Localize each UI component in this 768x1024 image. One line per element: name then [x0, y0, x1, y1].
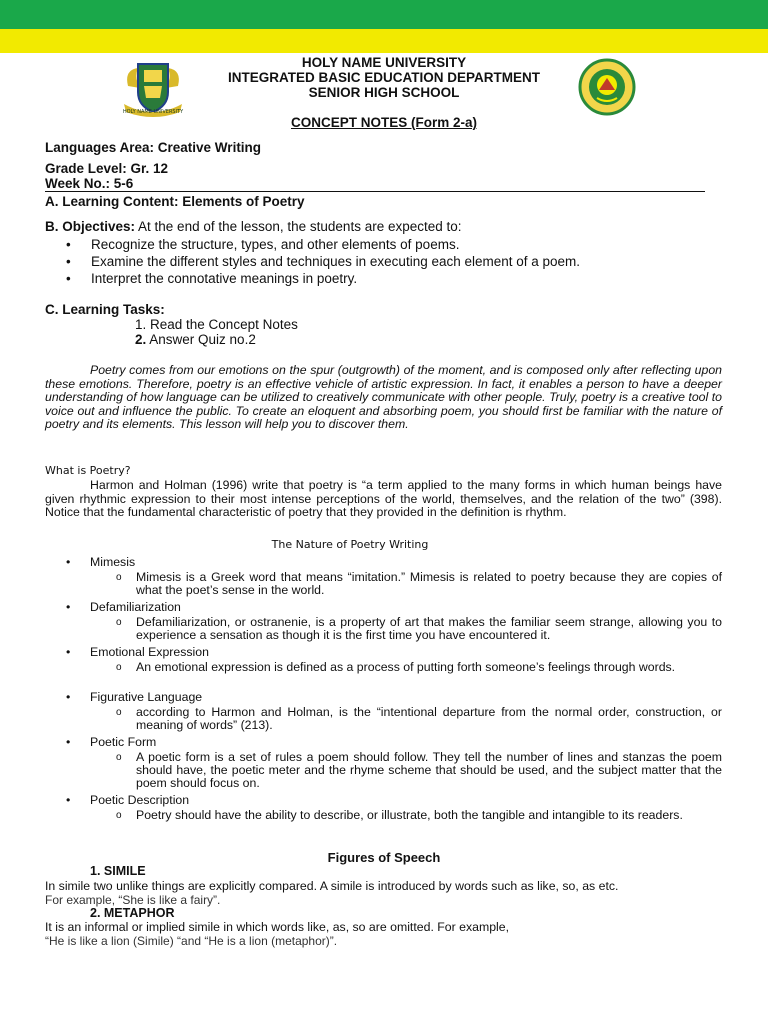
task-item: 1. Read the Concept Notes — [135, 317, 298, 332]
tasks-label: C. Learning Tasks: — [45, 302, 165, 317]
header-department: INTEGRATED BASIC EDUCATION DEPARTMENT — [228, 70, 540, 85]
nature-desc: A poetic form is a set of rules a poem should follow. They tell the number of lines and stanzas the poem should have, the poetic meter and the rhyme scheme that should be used, and the subject matter that the poem should focus on. — [136, 750, 722, 790]
nature-desc: Poetry should have the ability to describe, or illustrate, both the tangible and intangible to its readers. — [136, 808, 683, 822]
metaphor-example: “He is like a lion (Simile) “and “He is a lion (metaphor)”. — [45, 934, 338, 948]
objectives-line — [45, 219, 462, 234]
nature-desc: Mimesis is a Greek word that means “imitation.” Mimesis is related to poetry because they are copies of what the poet’s sense in the world. — [136, 570, 722, 597]
nature-desc: according to Harmon and Holman, is the “intentional departure from the normal order, construction, or meaning of words” (213). — [136, 705, 722, 732]
languages-area: Languages Area: Creative Writing — [45, 140, 262, 155]
simile-text: In simile two unlike things are explicitly compared. A simile is introduced by words such as like, so, as etc. — [45, 879, 619, 893]
objective-item: • Interpret the connotative meanings in poetry. — [66, 270, 580, 287]
nature-term: Mimesis — [90, 555, 136, 569]
objective-item: • Examine the different styles and techniques in executing each element of a poem. — [66, 253, 580, 270]
intro-paragraph: Poetry comes from our emotions on the spur (outgrowth) of the moment, and is composed only after reflecting upon these emotions. Therefore, poetry is an effective vehicle of artistic expression. In fact, it enables a person to have a deeper understanding of how language can be utilized to creatively communicate with other people. Truly, poetry is a creative tool to voice out and influence the public. To create an eloquent and absorbing poem, you should first be familiar with the nature of poetry and its elements. This lesson will help you to discover them. — [45, 363, 722, 431]
nature-desc: An emotional expression is defined as a process of putting forth someone’s feelings through words. — [136, 660, 676, 674]
task-item-2 — [135, 332, 256, 347]
objective-item: • Recognize the structure, types, and other elements of poems. — [66, 236, 580, 253]
metaphor-text: It is an informal or implied simile in which words like, as, so are omitted. For example, — [45, 920, 510, 934]
objectives-list — [66, 236, 580, 287]
learning-content: A. Learning Content: Elements of Poetry — [45, 194, 305, 209]
what-is-poetry-heading: What is Poetry? — [45, 464, 131, 477]
top-green-band — [0, 0, 768, 29]
objectives-intro: At the end of the lesson, the students are expected to: — [135, 219, 462, 234]
nature-term: Defamiliarization — [90, 600, 181, 614]
top-yellow-band — [0, 29, 768, 53]
header-university: HOLY NAME UNIVERSITY — [301, 55, 467, 70]
objectives-label: B. Objectives: — [45, 219, 136, 234]
nature-term: Emotional Expression — [90, 645, 209, 659]
nature-term: Figurative Language — [90, 690, 203, 704]
week-no: Week No.: 5-6 — [45, 176, 134, 191]
header-school: SENIOR HIGH SCHOOL — [308, 85, 460, 100]
metaphor-title: 2. METAPHOR — [90, 906, 175, 920]
divider-rule — [45, 191, 705, 192]
what-is-poetry-text: Harmon and Holman (1996) write that poetry is “a term applied to the many forms in which human beings have given rhythmic expression to their most intense perceptions of the world, themselves, and the relation of the two” (398). Notice that the fundamental characteristic of poetry that they provided in the definition is rhythm. — [45, 478, 722, 519]
form-title: CONCEPT NOTES (Form 2-a) — [290, 115, 477, 130]
figures-heading: Figures of Speech — [327, 850, 441, 865]
grade-level: Grade Level: Gr. 12 — [45, 161, 169, 176]
nature-heading: The Nature of Poetry Writing — [271, 538, 429, 551]
nature-term: Poetic Description — [90, 793, 190, 807]
simile-example: For example, “She is like a fairy”. — [45, 893, 221, 907]
nature-desc: Defamiliarization, or ostranenie, is a property of art that makes the familiar seem strange, allowing you to experience a sensation as though it is the first time you have encountered it. — [136, 615, 722, 642]
svg-text:HOLY NAME UNIVERSITY: HOLY NAME UNIVERSITY — [122, 109, 184, 115]
task-number: 2. — [135, 332, 147, 347]
simile-title: 1. SIMILE — [90, 864, 146, 878]
task-text: Answer Quiz no.2 — [146, 332, 256, 347]
nature-term: Poetic Form — [90, 735, 157, 749]
